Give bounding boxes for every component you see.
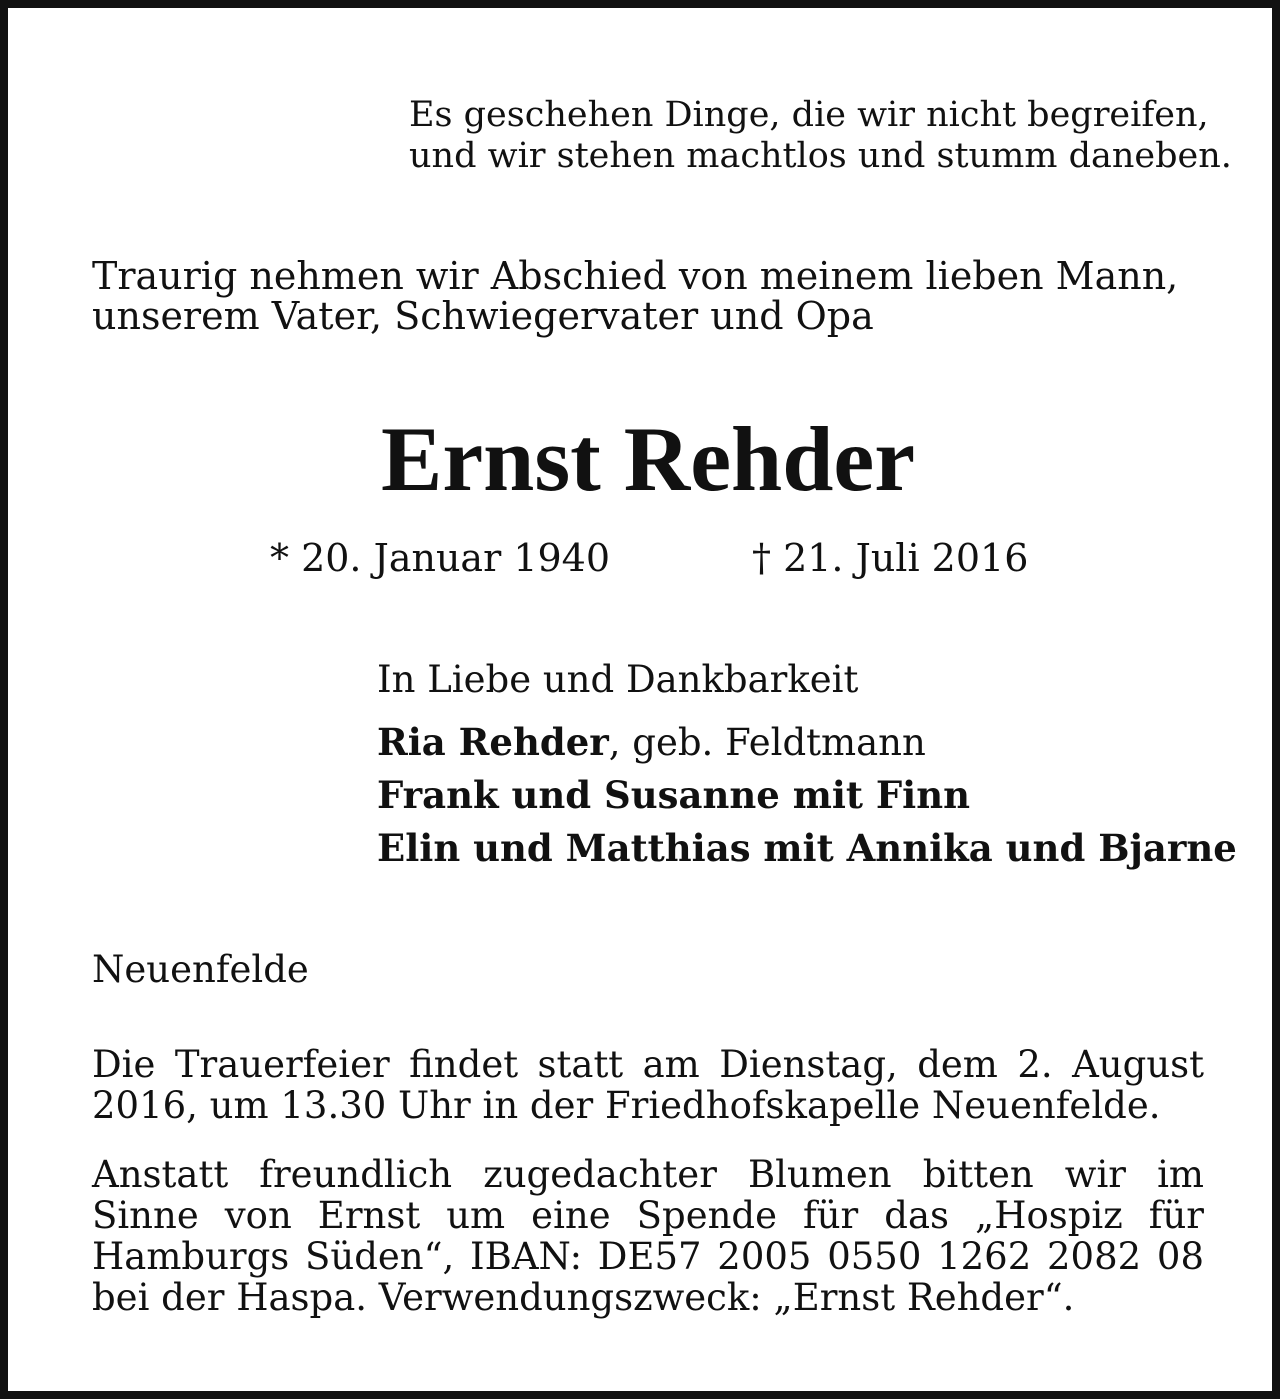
place-name: Neuenfelde xyxy=(92,948,309,991)
motto-line-2: und wir stehen machtlos und stumm daneben. xyxy=(409,136,1232,176)
motto-line-1: Es geschehen Dinge, die wir nicht begreifen, xyxy=(409,95,1209,135)
funeral-line-1: Die Trauerfeier findet statt am Dienstag, dem 2. August xyxy=(92,1043,1204,1086)
mourner-line-2: Frank und Susanne mit Finn xyxy=(377,773,971,817)
lead-line-1: Traurig nehmen wir Abschied von meinem lieben Mann, xyxy=(92,254,1179,298)
funeral-info xyxy=(92,1044,1204,1126)
mourners-intro: In Liebe und Dankbarkeit xyxy=(377,658,859,701)
birth-date: * 20. Januar 1940 xyxy=(270,536,611,580)
mourner-line-3: Elin und Matthias mit Annika und Bjarne xyxy=(377,826,1237,870)
deceased-name: Ernst Rehder xyxy=(380,408,916,510)
donation-line-1: Anstatt freundlich zugedachter Blumen bitten wir im xyxy=(92,1153,1204,1196)
donation-line-2: Sinne von Ernst um eine Spende für das „Hospiz für xyxy=(92,1194,1204,1237)
donation-line-3: Hamburgs Süden“, IBAN: DE57 2005 0550 1262 2082 08 xyxy=(92,1235,1204,1278)
spouse-maiden-name: , geb. Feldtmann xyxy=(608,721,926,764)
mourner-spouse xyxy=(377,720,926,764)
lead-line-2: unserem Vater, Schwiegervater und Opa xyxy=(92,294,874,338)
death-date: † 21. Juli 2016 xyxy=(752,536,1029,580)
donation-info xyxy=(92,1154,1204,1318)
funeral-line-2: 2016, um 13.30 Uhr in der Friedhofskapelle Neuenfelde. xyxy=(92,1084,1161,1127)
donation-line-4: bei der Haspa. Verwendungszweck: „Ernst Rehder“. xyxy=(92,1276,1075,1319)
spouse-name: Ria Rehder xyxy=(377,720,609,764)
